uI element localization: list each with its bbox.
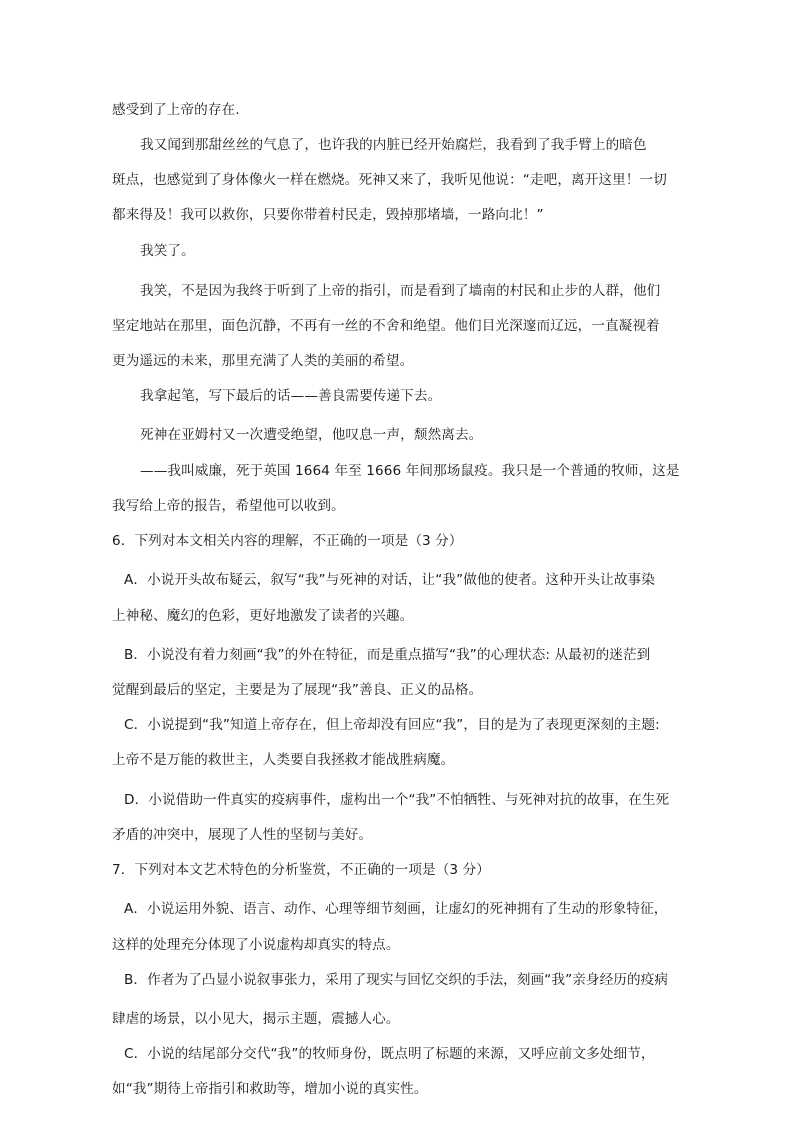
text-line: 我写给上帝的报告，希望他可以收到。 [112,498,345,514]
text-line: 斑点，也感觉到了身体像火一样在燃烧。死神又来了，我听见他说：“走吧，离开这里！一切 [112,172,667,188]
text-line: 觉醒到最后的坚定，主要是为了展现“我”善良、正义的品格。 [112,682,483,698]
text-line: 坚定地站在那里，面色沉静，不再有一丝的不舍和绝望。他们目光深邃而辽远，一直凝视着 [112,318,660,334]
text-line: 这样的处理充分体现了小说虚构却真实的特点。 [112,937,400,953]
question-heading: 6．下列对本文相关内容的理解，不正确的一项是（3 分） [112,533,463,549]
option-c-text: C．小说的结尾部分交代“我”的牧师身份，既点明了标题的来源，又呼应前文多处细节， [124,1046,655,1062]
text-line: 感受到了上帝的存在. [112,102,240,118]
text-line: 上神秘、魔幻的色彩，更好地激发了读者的兴趣。 [112,608,414,624]
text-line: 我拿起笔，写下最后的话——善良需要传递下去。 [140,388,442,404]
text-line: 都来得及！我可以救你，只要你带着村民走，毁掉那堵墙，一路向北！” [112,207,544,223]
option-d-text: D．小说借助一件真实的疫病事件，虚构出一个“我”不怕牺牲、与死神对抗的故事，在生死 [124,792,670,808]
option-a-text: A．小说开头故布疑云，叙写“我”与死神的对话，让“我”做他的使者。这种开头让故事染 [124,572,655,588]
option-c-text: C．小说提到“我”知道上帝存在，但上帝却没有回应“我”，目的是为了表现更深刻的主题: [124,717,660,733]
option-b-text: B．小说没有着力刻画“我”的外在特征，而是重点描写“我”的心理状态: 从最初的迷茫到 [124,647,651,663]
text-line: 肆虐的场景，以小见大，揭示主题，震撼人心。 [112,1011,400,1027]
text-line: 上帝不是万能的救世主，人类要自我拯救才能战胜病魔。 [112,752,455,768]
text-line: 我又闻到那甜丝丝的气息了，也许我的内脏已经开始腐烂，我看到了我手臂上的暗色 [140,137,647,153]
text-line: 如“我”期待上帝指引和救助等，增加小说的真实性。 [112,1081,428,1097]
text-line: 死神在亚姆村又一次遭受绝望，他叹息一声，颓然离去。 [140,427,483,443]
text-line: ——我叫威廉，死于英国 1664 年至 1666 年间那场鼠疫。我只是一个普通的牧师，这是 [140,463,680,479]
text-line: 我笑了。 [140,243,195,259]
question-heading: 7．下列对本文艺术特色的分析鉴赏，不正确的一项是（3 分） [112,862,490,878]
text-line: 矛盾的冲突中，展现了人性的坚韧与美好。 [112,827,373,843]
option-b-text: B．作者为了凸显小说叙事张力，采用了现实与回忆交织的手法，刻画“我”亲身经历的疫病 [124,972,669,988]
text-line: 我笑，不是因为我终于听到了上帝的指引，而是看到了墙南的村民和止步的人群，他们 [140,283,661,299]
option-a-text: A．小说运用外貌、语言、动作、心理等细节刻画，让虚幻的死神拥有了生动的形象特征， [124,901,668,917]
text-line: 更为遥远的未来，那里充满了人类的美丽的希望。 [112,353,414,369]
